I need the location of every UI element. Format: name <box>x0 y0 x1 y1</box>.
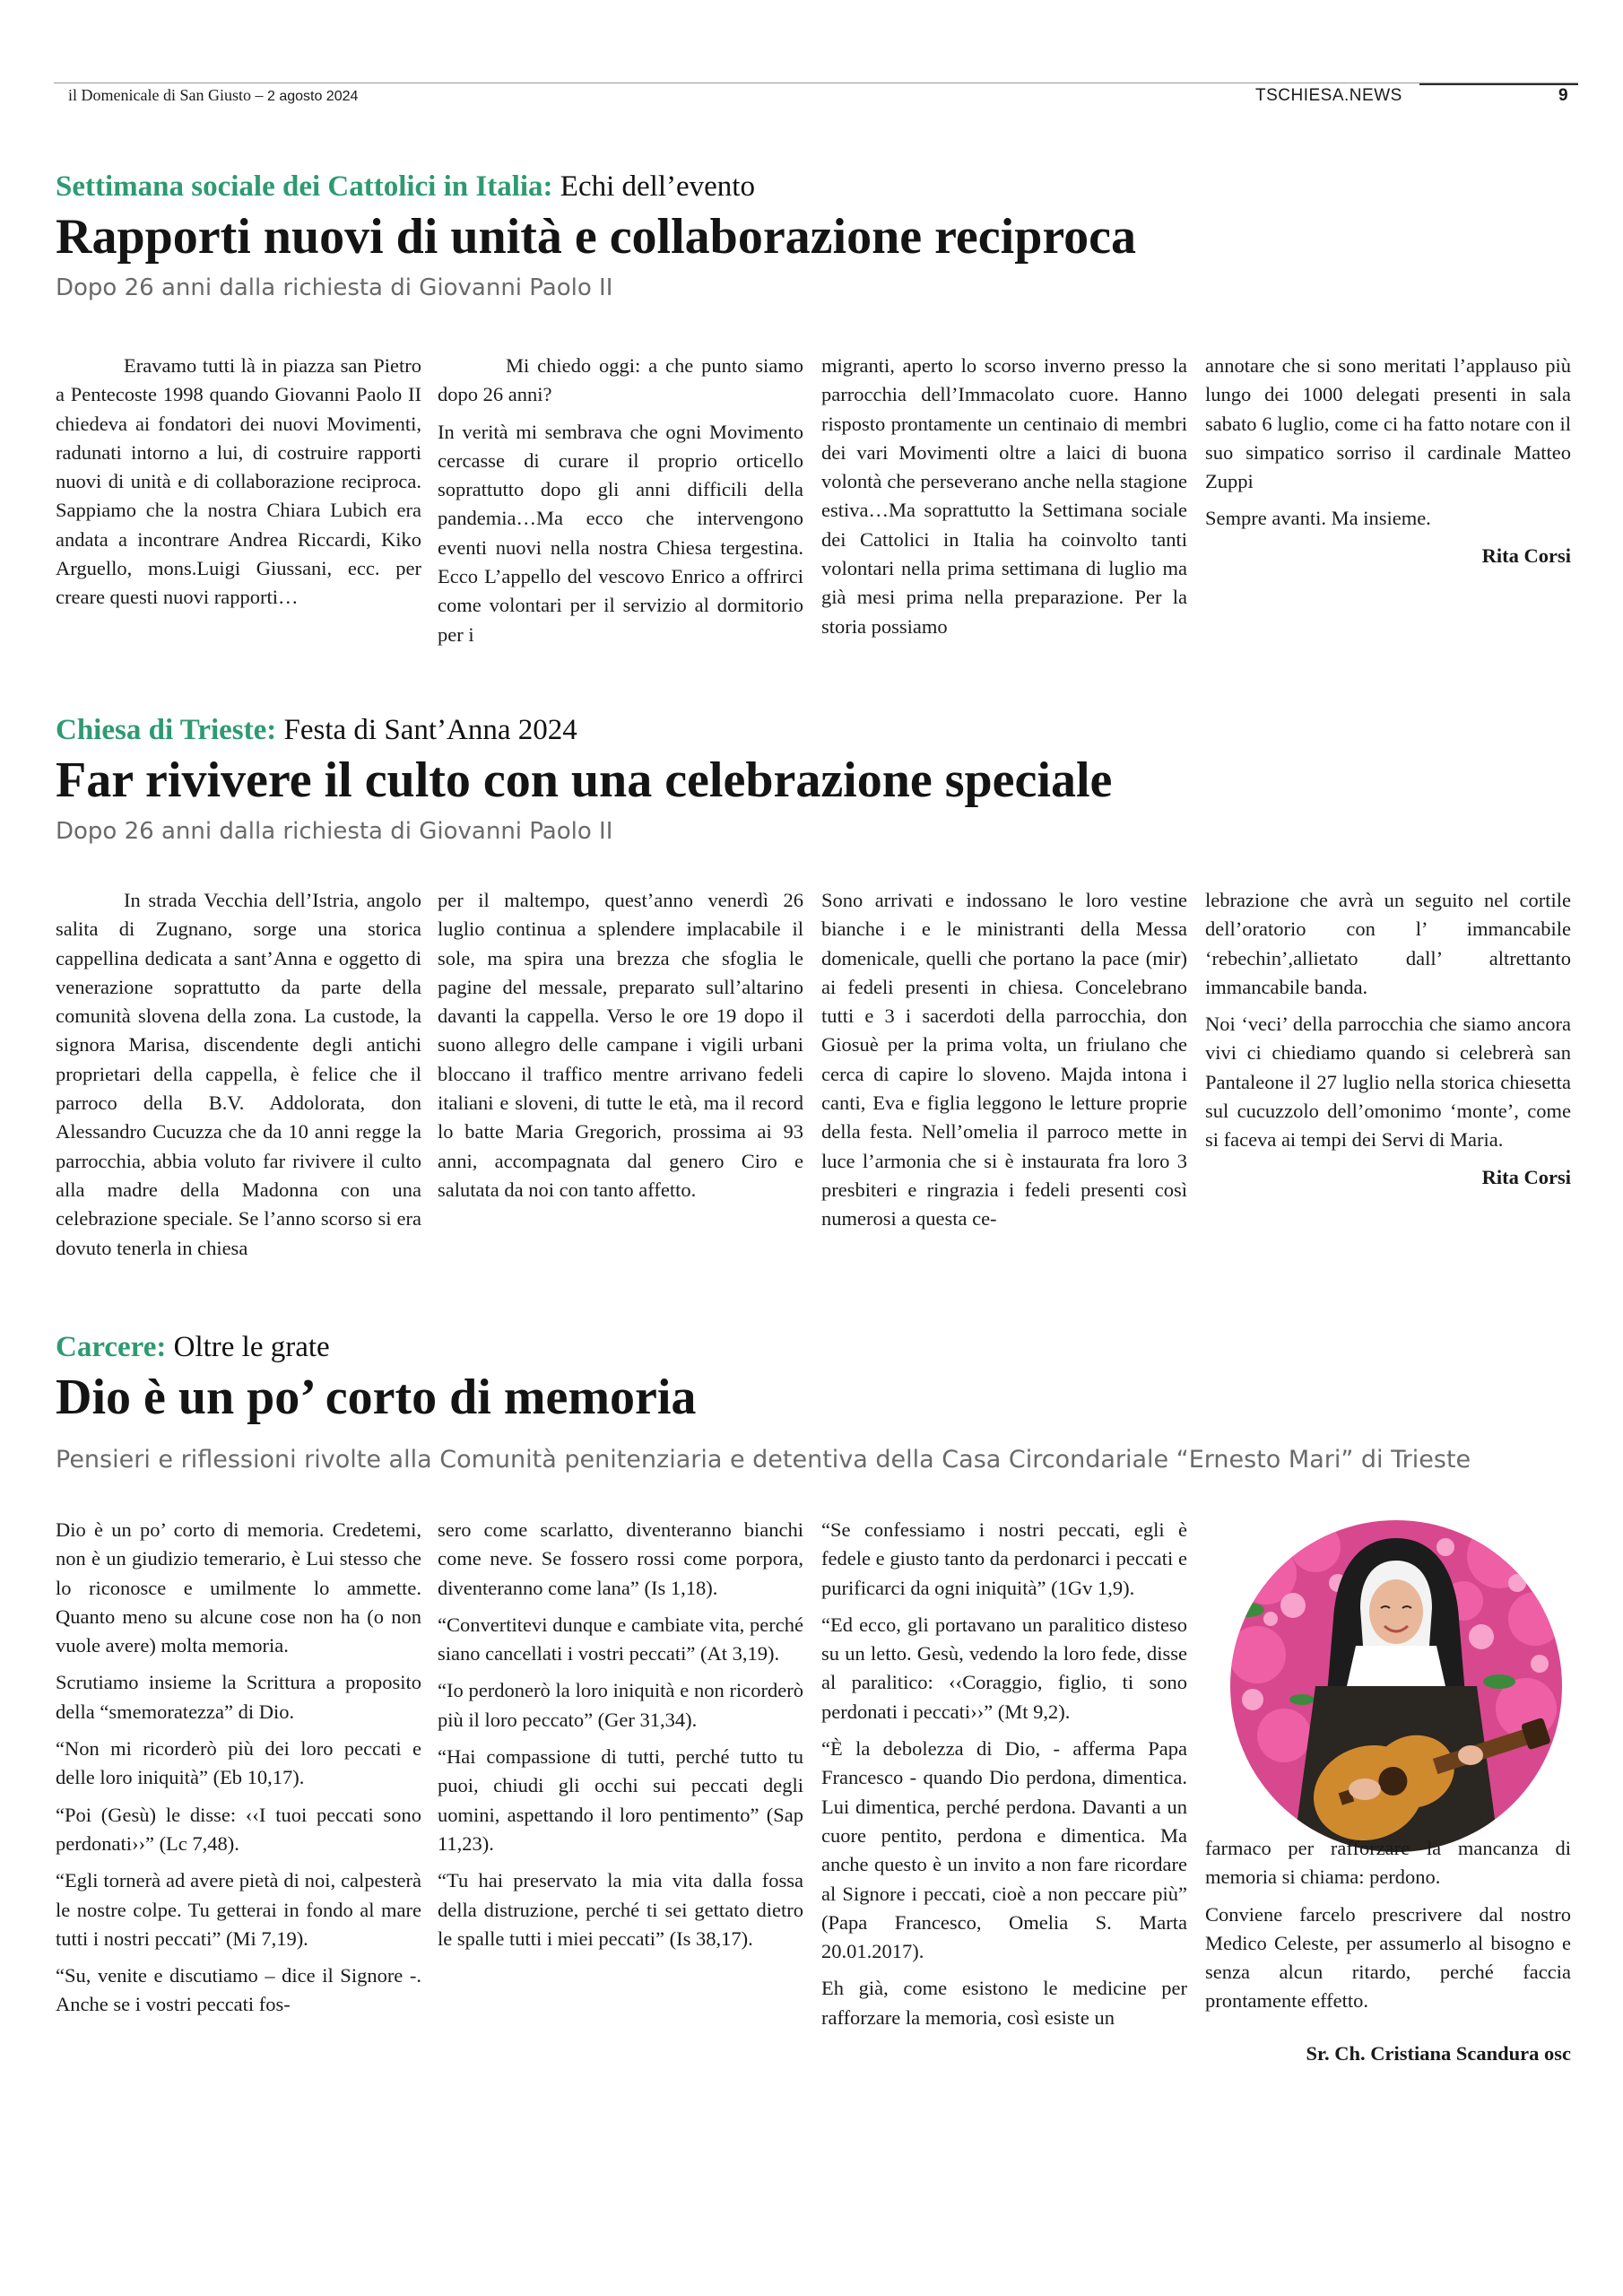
paragraph: In strada Vecchia dell’Istria, angolo salita di Zugnano, sorge una storica cappellina dedicata a sant’Anna e oggetto di venerazione soprattutto da parte della comunità slovena della zona. La custode, la signora Marisa, discendente degli antichi proprietari della cappella, è felice che il parroco della B.V. Addolorata, don Alessandro Cucuzza che da 10 anni regge la parrocchia, abbia voluto far rivivere il culto alla madre della Madonna con una celebrazione speciale. Se l’anno scorso si era dovuto tenerla in chiesa <box>56 889 421 1259</box>
paragraph: “Non mi ricorderò più dei loro peccati e delle loro iniquità” (Eb 10,17). <box>56 1737 421 1789</box>
header-site[interactable]: TSCHIESA.NEWS <box>1255 86 1402 105</box>
article1-author: Rita Corsi <box>1481 544 1571 567</box>
paragraph: annotare che si sono meritati l’applauso più lungo dei 1000 delegati presenti in sala sabato 6 luglio, come ci ha fatto notare con il suo simpatico sorriso il cardinale Matteo Zuppi <box>1205 354 1571 493</box>
article1-title: Rapporti nuovi di unità e collaborazione reciproca <box>56 209 1137 265</box>
article1-col3 <box>821 352 1187 649</box>
page-number: 9 <box>1558 86 1568 105</box>
header-rule-accent <box>1419 83 1578 85</box>
paragraph: In verità mi sembrava che ogni Movimento cercasse di curare il proprio orticello soprattutto dopo gli anni difficili della pandemia…Ma ecco che intervengono eventi nuovi nella nostra Chiesa tergestina. Ecco L’appello del vescovo Enrico a offrirci come volontari per il servizio al dormitorio per i <box>438 420 803 646</box>
article2-subtitle: Festa di Sant’Anna 2024 <box>283 714 577 746</box>
article3-col2 <box>438 1516 803 1961</box>
header-publication <box>68 86 358 105</box>
paragraph: “È la debolezza di Dio, - afferma Papa Francesco - quando Dio perdona, dimentica. Lui dimentica, perché perdona. Davanti a un cuore pentito, perdona e dimentica. Ma anche questo è un invito a non fare ricordare al Signore i peccati, cioè a non peccare più” (Papa Francesco, Omelia S. Marta 20.01.2017). <box>821 1737 1187 1963</box>
article2-title: Far rivivere il culto con una celebrazione speciale <box>56 752 1113 808</box>
article1-category: Settimana sociale dei Cattolici in Italia: <box>56 170 553 203</box>
article2-author: Rita Corsi <box>1481 1165 1571 1188</box>
paragraph: Mi chiedo oggi: a che punto siamo dopo 26 anni? <box>438 354 803 406</box>
paragraph: Conviene farcelo prescrivere dal nostro Medico Celeste, per assumerlo al bisogno e senza alcun ritardo, perché faccia prontamente effetto. <box>1205 1902 1571 2013</box>
nun-with-guitar-photo <box>1230 1520 1562 1852</box>
paragraph: “Convertitevi dunque e cambiate vita, perché siano cancellati i vostri peccati” (At 3,19). <box>438 1613 803 1665</box>
article3-kicker <box>56 1331 330 1364</box>
paragraph: Eravamo tutti là in piazza san Pietro a Pentecoste 1998 quando Giovanni Paolo II chiedeva ai fondatori dei nuovi Movimenti, radunati intorno a lui, di costruire rapporti nuovi di unità e di collaborazione reciproca. Sappiamo che la nostra Chiara Lubich era andata a incontrare Andrea Riccardi, Kiko Arguello, mons.Luigi Giussani, ecc. per creare questi nuovi rapporti… <box>56 354 421 609</box>
article3-col3 <box>821 1516 1187 2040</box>
article2-category: Chiesa di Trieste: <box>56 714 277 746</box>
article2-kicker <box>56 714 577 747</box>
article1-col2 <box>438 352 803 657</box>
paragraph: lebrazione che avrà un seguito nel cortile dell’oratorio con l’ immancabile ‘rebechin’,allietato dall’ altrettanto immancabile banda. <box>1205 889 1571 998</box>
article3-dek: Pensieri e riflessioni rivolte alla Comunità penitenziaria e detentiva della Casa Circondariale “Ernesto Mari” di Trieste <box>56 1446 1471 1474</box>
article1-dek: Dopo 26 anni dalla richiesta di Giovanni Paolo II <box>56 274 613 301</box>
paragraph: “Tu hai preservato la mia vita dalla fossa della distruzione, perché ti sei gettato dietro le spalle tutti i miei peccati” (Is 38,17). <box>438 1869 803 1950</box>
article2-dek: Dopo 26 anni dalla richiesta di Giovanni Paolo II <box>56 818 613 845</box>
paragraph: “Hai compassione di tutti, perché tutto tu puoi, chiudi gli occhi sui peccati degli uomini, aspettando il loro pentimento” (Sap 11,23). <box>438 1745 803 1855</box>
publication-date: 2 agosto 2024 <box>266 89 359 104</box>
article3-title: Dio è un po’ corto di memoria <box>56 1370 697 1425</box>
paragraph: “Se confessiamo i nostri peccati, egli è fedele e giusto tanto da perdonarci i peccati e purificarci da ogni iniquità” (1Gv 1,9). <box>821 1518 1187 1599</box>
paragraph: Dio è un po’ corto di memoria. Credetemi, non è un giudizio temerario, è Lui stesso che lo riconosce e umilmente lo ammette. Quanto meno su alcune cose non ha (o non vuole avere) molta memoria. <box>56 1518 421 1657</box>
article3-category: Carcere: <box>56 1331 167 1363</box>
paragraph: per il maltempo, quest’anno venerdì 26 luglio continua a splendere implacabile il sole, ma spira una brezza che sfoglia le pagine del messale, preparato sull’altarino davanti la cappella. Verso le ore 19 dopo il suono allegro delle campane i vigili urbani bloccano il traffico mentre arrivano fedeli italiani e sloveni, di tutte le età, ma il record lo batte Maria Gregorich, prossima ai 93 anni, accompagnata dal genero Ciro e salutata da noi con tanto affetto. <box>438 889 803 1201</box>
paragraph: Scrutiamo insieme la Scrittura a proposito della “smemoratezza” di Dio. <box>56 1671 421 1723</box>
paragraph: Sempre avanti. Ma insieme. <box>1205 507 1431 530</box>
article3-author: Sr. Ch. Cristiana Scandura osc <box>1306 2041 1571 2065</box>
paragraph: Eh già, come esistono le medicine per rafforzare la memoria, così esiste un <box>821 1977 1187 2029</box>
article1-subtitle: Echi dell’evento <box>560 170 755 203</box>
article3-col1 <box>56 1516 421 2028</box>
paragraph: Sono arrivati e indossano le loro vestine bianche i e le ministranti della Messa domenicale, quelli che portano la pace (mir) ai fedeli presenti in chiesa. Concelebrano tutti e 3 i sacerdoti della parrocchia, don Giosuè per la prima volta, un friulano che cerca di capire lo sloveno. Majda intona i canti, Eva e figlia leggono le letture proprie della festa. Nell’omelia il parroco mette in luce l’armonia che si è instaurata fra loro 3 presbiteri e ringrazia i fedeli presenti così numerosi a questa ce- <box>821 889 1187 1231</box>
paragraph: migranti, aperto lo scorso inverno presso la parrocchia dell’Immacolato cuore. Hanno risposto prontamente un centinaio di membri dei vari Movimenti oltre a laici di buona volontà che perseverano anche nella stagione estiva…Ma soprattutto la Settimana sociale dei Cattolici in Italia ha coinvolto tanti volontari nella prima settimana di luglio ma già mesi prima nella preparazione. Per la storia possiamo <box>821 354 1187 638</box>
paragraph: “Io perdonerò la loro iniquità e non ricorderò più il loro peccato” (Ger 31,34). <box>438 1679 803 1731</box>
article2-col2 <box>438 886 803 1213</box>
paragraph: farmaco per rafforzare la mancanza di memoria si chiama: perdono. <box>1205 1837 1571 1889</box>
publication-name: il Domenicale di San Giusto – <box>68 86 264 104</box>
article3-col4 <box>1205 1834 1571 2068</box>
paragraph: “Su, venite e discutiamo – dice il Signore -. Anche se i vostri peccati fos- <box>56 1964 421 2016</box>
article1-col1 <box>56 352 421 621</box>
article1-col4 <box>1205 352 1571 570</box>
paragraph: “Poi (Gesù) le disse: ‹‹I tuoi peccati sono perdonati››” (Lc 7,48). <box>56 1803 421 1855</box>
article2-col3 <box>821 886 1187 1242</box>
paragraph: Noi ‘veci’ della parrocchia che siamo ancora vivi ci chiediamo quando si celebrerà san Pantaleone il 27 luglio nella storica chiesetta sul cucuzzolo dell’omonimo ‘monte’, come si faceva ai tempi dei Servi di Maria. <box>1205 1013 1571 1152</box>
article1-kicker <box>56 170 755 204</box>
paragraph: sero come scarlatto, diventeranno bianchi come neve. Se fossero rossi come porpora, diventeranno come lana” (Is 1,18). <box>438 1518 803 1599</box>
paragraph: “Egli tornerà ad avere pietà di noi, calpesterà le nostre colpe. Tu getterai in fondo al mare tutti i nostri peccati” (Mi 7,19). <box>56 1869 421 1950</box>
article3-subtitle: Oltre le grate <box>173 1331 330 1363</box>
paragraph: “Ed ecco, gli portavano un paralitico disteso su un letto. Gesù, vedendo la loro fede, disse al paralitico: ‹‹Coraggio, figlio, ti sono perdonati i peccati››” (Mt 9,2). <box>821 1613 1187 1723</box>
article2-col4 <box>1205 886 1571 1192</box>
article2-col1 <box>56 886 421 1271</box>
